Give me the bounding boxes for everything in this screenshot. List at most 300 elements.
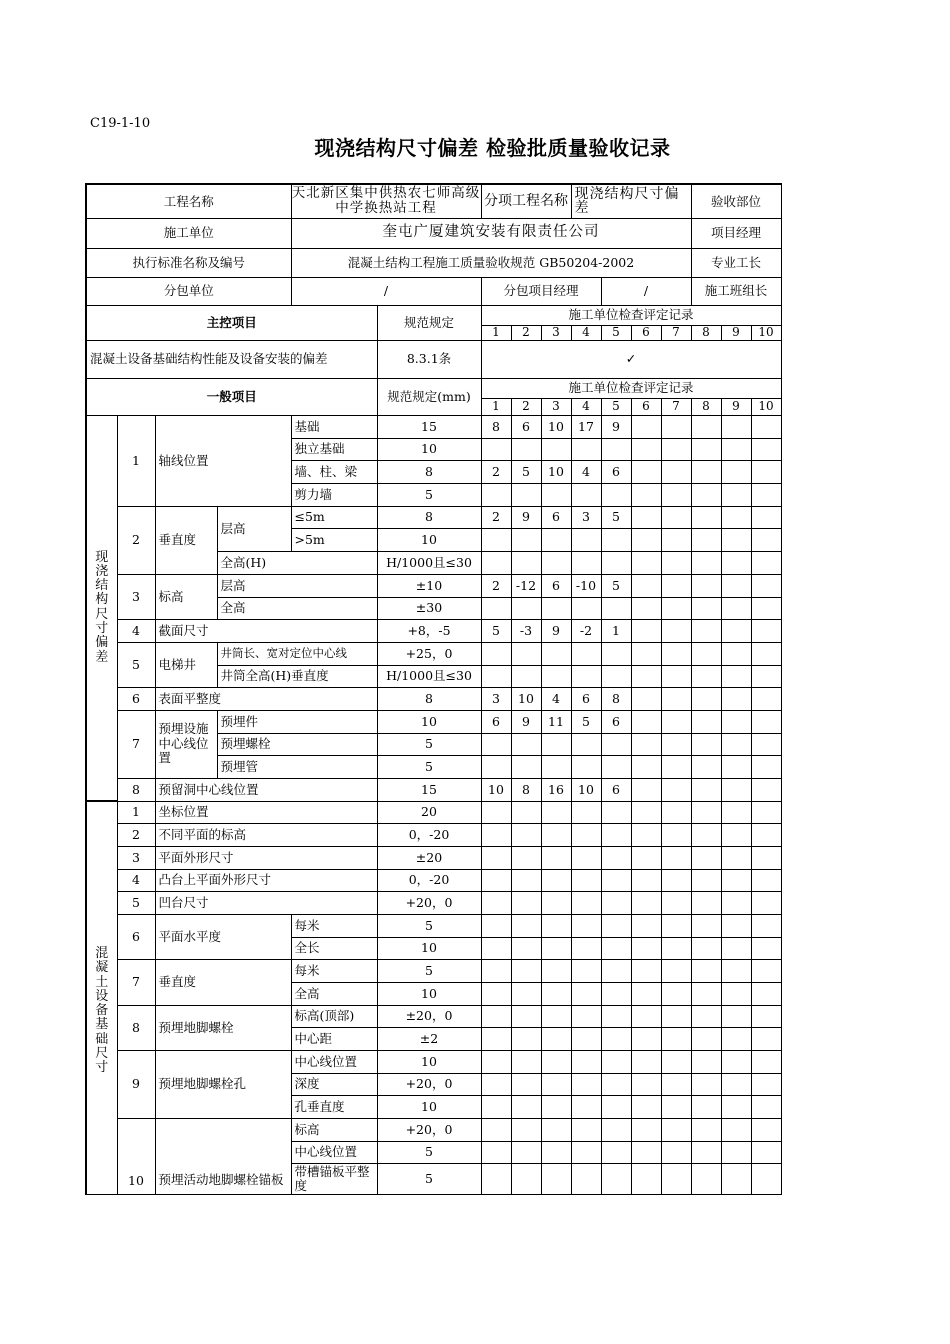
project-name: 天北新区集中供热农七师高级中学换热站工程 bbox=[291, 185, 481, 217]
item-name: 截面尺寸 bbox=[155, 619, 377, 642]
table-row bbox=[86, 506, 781, 528]
spec: H/1000且≤30 bbox=[377, 551, 481, 574]
record-value bbox=[571, 755, 601, 778]
record-value bbox=[691, 959, 721, 982]
record-value bbox=[541, 755, 571, 778]
project-name-label: 工程名称 bbox=[86, 184, 291, 218]
record-value bbox=[751, 778, 781, 801]
subcontractor-label: 分包单位 bbox=[86, 277, 291, 305]
record-value bbox=[511, 483, 541, 506]
item-number: 3 bbox=[117, 574, 155, 619]
record-value: 6 bbox=[601, 710, 631, 733]
record-value bbox=[631, 1163, 661, 1194]
record-value bbox=[601, 959, 631, 982]
record-value bbox=[751, 755, 781, 778]
record-value bbox=[721, 1050, 751, 1073]
record-value bbox=[601, 1027, 631, 1050]
spec: H/1000且≤30 bbox=[377, 665, 481, 687]
record-value bbox=[481, 1027, 511, 1050]
record-value: 6 bbox=[601, 778, 631, 801]
table-row bbox=[86, 710, 781, 733]
item-number: 8 bbox=[117, 1005, 155, 1050]
record-value bbox=[751, 619, 781, 642]
sub-item-label: 分项工程名称 bbox=[481, 184, 571, 218]
record-value bbox=[571, 642, 601, 665]
record-value bbox=[481, 846, 511, 869]
record-value bbox=[601, 869, 631, 891]
record-col-number: 1 bbox=[481, 325, 511, 340]
record-value bbox=[751, 937, 781, 959]
record-value bbox=[691, 1073, 721, 1095]
table-row bbox=[86, 891, 781, 914]
record-value bbox=[631, 597, 661, 619]
record-value bbox=[511, 1005, 541, 1027]
record-value bbox=[481, 1163, 511, 1194]
record-value bbox=[751, 438, 781, 460]
spec: +8，-5 bbox=[377, 619, 481, 642]
record-value bbox=[631, 1073, 661, 1095]
record-value bbox=[511, 869, 541, 891]
record-value bbox=[751, 1141, 781, 1163]
sub-item: 每米 bbox=[291, 914, 377, 937]
record-value bbox=[631, 619, 661, 642]
record-value bbox=[601, 1141, 631, 1163]
record-value bbox=[601, 665, 631, 687]
record-value bbox=[571, 1027, 601, 1050]
record-value bbox=[721, 891, 751, 914]
record-col-number: 3 bbox=[541, 398, 571, 415]
record-value bbox=[661, 778, 691, 801]
record-value bbox=[541, 1118, 571, 1141]
record-value bbox=[541, 665, 571, 687]
item-name: 预埋活动地脚螺栓锚板 bbox=[155, 1118, 291, 1194]
record-value: 5 bbox=[481, 619, 511, 642]
record-value bbox=[751, 1095, 781, 1118]
record-value bbox=[691, 1141, 721, 1163]
record-value bbox=[691, 597, 721, 619]
record-value bbox=[481, 438, 511, 460]
sub-item: 井筒长、宽对定位中心线 bbox=[217, 642, 377, 665]
team-leader-label: 施工班组长 bbox=[691, 277, 781, 305]
record-value bbox=[541, 869, 571, 891]
sub-manager-label: 分包项目经理 bbox=[481, 277, 601, 305]
record-value bbox=[721, 1073, 751, 1095]
record-col-number: 8 bbox=[691, 398, 721, 415]
record-value bbox=[511, 438, 541, 460]
record-col-number: 4 bbox=[571, 398, 601, 415]
record-value: 9 bbox=[511, 710, 541, 733]
record-value bbox=[541, 1027, 571, 1050]
sub-item: 全高 bbox=[217, 597, 377, 619]
record-value bbox=[721, 1163, 751, 1194]
record-value bbox=[751, 1073, 781, 1095]
record-value bbox=[751, 801, 781, 823]
record-value bbox=[631, 823, 661, 846]
construction-unit: 奎屯广厦建筑安装有限责任公司 bbox=[291, 218, 691, 248]
record-value bbox=[571, 869, 601, 891]
standard: 混凝土结构工程施工质量验收规范 GB50204-2002 bbox=[291, 248, 691, 277]
record-value bbox=[601, 483, 631, 506]
record-value: -10 bbox=[571, 574, 601, 597]
record-value bbox=[691, 733, 721, 755]
sub-item: 全长 bbox=[291, 937, 377, 959]
record-value bbox=[721, 959, 751, 982]
main-clause: 8.3.1条 bbox=[377, 340, 481, 378]
spec: +20，0 bbox=[377, 1118, 481, 1141]
record-value bbox=[511, 1141, 541, 1163]
item-number: 6 bbox=[117, 914, 155, 959]
record-value bbox=[721, 982, 751, 1005]
record-value bbox=[631, 755, 661, 778]
record-value bbox=[721, 1141, 751, 1163]
record-value bbox=[661, 687, 691, 710]
record-value bbox=[631, 846, 661, 869]
record-value bbox=[661, 914, 691, 937]
record-value bbox=[721, 914, 751, 937]
item-number: 3 bbox=[117, 846, 155, 869]
record-value bbox=[541, 1005, 571, 1027]
record-col-number: 2 bbox=[511, 325, 541, 340]
record-value bbox=[511, 597, 541, 619]
record-value bbox=[751, 460, 781, 483]
record-value bbox=[571, 801, 601, 823]
record-value bbox=[751, 665, 781, 687]
record-value bbox=[481, 1050, 511, 1073]
item-number: 2 bbox=[117, 823, 155, 846]
record-value bbox=[661, 1005, 691, 1027]
spec: ±20，0 bbox=[377, 1005, 481, 1027]
record-value bbox=[541, 937, 571, 959]
record-value bbox=[571, 665, 601, 687]
record-value bbox=[601, 755, 631, 778]
record-value bbox=[661, 483, 691, 506]
item-name: 平面水平度 bbox=[155, 914, 291, 959]
item-number: 4 bbox=[117, 869, 155, 891]
sub-item: 基础 bbox=[291, 415, 377, 438]
sub-item: >5m bbox=[291, 528, 377, 551]
table-row bbox=[86, 846, 781, 869]
spec: +20，0 bbox=[377, 891, 481, 914]
record-value bbox=[541, 733, 571, 755]
record-value bbox=[601, 1095, 631, 1118]
table-row bbox=[86, 959, 781, 982]
sub-item: 预埋螺栓 bbox=[217, 733, 377, 755]
record-value bbox=[511, 959, 541, 982]
item-number: 9 bbox=[117, 1050, 155, 1118]
record-value bbox=[721, 846, 751, 869]
record-value bbox=[751, 914, 781, 937]
record-value bbox=[631, 483, 661, 506]
record-value bbox=[541, 1095, 571, 1118]
record-value bbox=[691, 528, 721, 551]
table-row bbox=[86, 823, 781, 846]
record-value bbox=[541, 982, 571, 1005]
record-value bbox=[601, 982, 631, 1005]
spec: 8 bbox=[377, 506, 481, 528]
sub-item: 层高 bbox=[217, 574, 377, 597]
record-value bbox=[601, 801, 631, 823]
record-value bbox=[661, 959, 691, 982]
record-value bbox=[721, 551, 751, 574]
record-value bbox=[661, 1073, 691, 1095]
sub-item: 孔垂直度 bbox=[291, 1095, 377, 1118]
record-value bbox=[511, 755, 541, 778]
record-value bbox=[541, 528, 571, 551]
record-value bbox=[631, 506, 661, 528]
spec: 8 bbox=[377, 460, 481, 483]
spec: ±20 bbox=[377, 846, 481, 869]
record-value bbox=[601, 1073, 631, 1095]
record-value bbox=[481, 1073, 511, 1095]
record-col-number: 10 bbox=[751, 398, 781, 415]
record-value bbox=[691, 1163, 721, 1194]
item-name: 预埋地脚螺栓 bbox=[155, 1005, 291, 1050]
record-value bbox=[631, 574, 661, 597]
record-value bbox=[691, 869, 721, 891]
record-value bbox=[661, 1027, 691, 1050]
record-value: 9 bbox=[511, 506, 541, 528]
record-value bbox=[541, 483, 571, 506]
record-value bbox=[661, 982, 691, 1005]
spec: ±2 bbox=[377, 1027, 481, 1050]
sub-item: 独立基础 bbox=[291, 438, 377, 460]
record-value bbox=[631, 891, 661, 914]
record-value: 6 bbox=[541, 574, 571, 597]
record-value bbox=[571, 959, 601, 982]
record-value bbox=[751, 733, 781, 755]
spec: ±30 bbox=[377, 597, 481, 619]
record-value bbox=[661, 506, 691, 528]
item-name: 凹台尺寸 bbox=[155, 891, 377, 914]
record-value bbox=[691, 801, 721, 823]
spec: 5 bbox=[377, 914, 481, 937]
record-value bbox=[661, 1095, 691, 1118]
record-value: 10 bbox=[541, 415, 571, 438]
record-value: 2 bbox=[481, 506, 511, 528]
record-value bbox=[601, 733, 631, 755]
item-number: 6 bbox=[117, 687, 155, 710]
record-value bbox=[481, 869, 511, 891]
record-value bbox=[631, 937, 661, 959]
record-value bbox=[601, 551, 631, 574]
construction-unit-label: 施工单位 bbox=[86, 218, 291, 248]
record-value bbox=[541, 551, 571, 574]
record-value bbox=[691, 687, 721, 710]
record-value bbox=[721, 1005, 751, 1027]
record-value bbox=[631, 733, 661, 755]
record-value bbox=[571, 551, 601, 574]
record-value: 6 bbox=[601, 460, 631, 483]
record-value bbox=[481, 528, 511, 551]
acceptance-part-label: 验收部位 bbox=[691, 184, 781, 218]
record-value bbox=[661, 460, 691, 483]
record-value bbox=[751, 823, 781, 846]
record-value bbox=[721, 869, 751, 891]
record-value bbox=[541, 846, 571, 869]
record-value bbox=[721, 597, 751, 619]
record-value bbox=[661, 665, 691, 687]
general-spec-label: 规范规定(mm) bbox=[377, 378, 481, 415]
record-value: 1 bbox=[601, 619, 631, 642]
record-value bbox=[601, 1005, 631, 1027]
record-value bbox=[751, 574, 781, 597]
record-value bbox=[661, 642, 691, 665]
record-value bbox=[481, 937, 511, 959]
table-row bbox=[86, 914, 781, 937]
record-value bbox=[541, 597, 571, 619]
record-value: -12 bbox=[511, 574, 541, 597]
item-name: 凸台上平面外形尺寸 bbox=[155, 869, 377, 891]
record-value bbox=[601, 891, 631, 914]
record-value bbox=[631, 982, 661, 1005]
item-name: 垂直度 bbox=[155, 506, 217, 574]
record-value: -2 bbox=[571, 619, 601, 642]
record-value bbox=[481, 801, 511, 823]
record-value bbox=[511, 1118, 541, 1141]
record-value bbox=[601, 438, 631, 460]
table-row bbox=[86, 1118, 781, 1141]
record-value bbox=[511, 982, 541, 1005]
record-value bbox=[481, 982, 511, 1005]
project-manager-label: 项目经理 bbox=[691, 218, 781, 248]
record-value bbox=[721, 574, 751, 597]
sub-item: 剪力墙 bbox=[291, 483, 377, 506]
sub-item: 带槽锚板平整度 bbox=[291, 1163, 377, 1194]
record-value: 5 bbox=[571, 710, 601, 733]
record-value bbox=[601, 846, 631, 869]
sub-item: 现浇结构尺寸偏差 bbox=[571, 184, 691, 218]
header-row-unit bbox=[86, 218, 781, 248]
record-value bbox=[511, 801, 541, 823]
record-value bbox=[541, 823, 571, 846]
record-value: 8 bbox=[511, 778, 541, 801]
record-value bbox=[661, 937, 691, 959]
table-row bbox=[86, 1005, 781, 1027]
record-value bbox=[691, 415, 721, 438]
record-value bbox=[691, 914, 721, 937]
sub-item: 中心线位置 bbox=[291, 1050, 377, 1073]
record-value bbox=[631, 778, 661, 801]
record-value: 6 bbox=[481, 710, 511, 733]
spec: 10 bbox=[377, 1095, 481, 1118]
record-value: 17 bbox=[571, 415, 601, 438]
spec: ±10 bbox=[377, 574, 481, 597]
record-value: 6 bbox=[541, 506, 571, 528]
record-value bbox=[601, 937, 631, 959]
record-value: 6 bbox=[571, 687, 601, 710]
record-value bbox=[571, 823, 601, 846]
record-col-number: 3 bbox=[541, 325, 571, 340]
record-col-number: 1 bbox=[481, 398, 511, 415]
spec: 5 bbox=[377, 483, 481, 506]
record-value bbox=[481, 959, 511, 982]
record-value bbox=[721, 823, 751, 846]
sub-item: 全高 bbox=[291, 982, 377, 1005]
record-value bbox=[661, 1050, 691, 1073]
standard-label: 执行标准名称及编号 bbox=[86, 248, 291, 277]
record-value bbox=[721, 483, 751, 506]
record-value bbox=[691, 755, 721, 778]
record-value bbox=[571, 982, 601, 1005]
record-value bbox=[661, 1163, 691, 1194]
record-value bbox=[631, 1005, 661, 1027]
item-name: 轴线位置 bbox=[155, 415, 291, 506]
foreman-label: 专业工长 bbox=[691, 248, 781, 277]
record-value bbox=[571, 914, 601, 937]
record-value bbox=[601, 528, 631, 551]
record-value: 5 bbox=[601, 574, 631, 597]
record-value: 2 bbox=[481, 574, 511, 597]
main-item: 混凝土设备基础结构性能及设备安装的偏差 bbox=[86, 340, 377, 378]
record-value bbox=[631, 914, 661, 937]
record-value bbox=[661, 733, 691, 755]
record-value bbox=[571, 1095, 601, 1118]
record-value bbox=[481, 597, 511, 619]
record-col-number: 5 bbox=[601, 325, 631, 340]
record-value: 9 bbox=[601, 415, 631, 438]
record-value bbox=[511, 551, 541, 574]
spec: 10 bbox=[377, 937, 481, 959]
record-value bbox=[691, 891, 721, 914]
table-row bbox=[86, 869, 781, 891]
record-value: 10 bbox=[571, 778, 601, 801]
record-value bbox=[601, 1118, 631, 1141]
spec: 15 bbox=[377, 415, 481, 438]
record-value bbox=[511, 528, 541, 551]
record-value bbox=[751, 710, 781, 733]
record-value bbox=[631, 710, 661, 733]
record-value bbox=[721, 415, 751, 438]
spec: 5 bbox=[377, 733, 481, 755]
item-number: 2 bbox=[117, 506, 155, 574]
record-value bbox=[541, 1073, 571, 1095]
header-row-standard bbox=[86, 248, 781, 277]
record-value bbox=[481, 823, 511, 846]
record-value: 2 bbox=[481, 460, 511, 483]
record-value bbox=[481, 1141, 511, 1163]
spec: 5 bbox=[377, 959, 481, 982]
record-value bbox=[721, 528, 751, 551]
record-value bbox=[691, 665, 721, 687]
record-value bbox=[661, 801, 691, 823]
record-value bbox=[631, 1050, 661, 1073]
section2-label: 混 凝 土 设 备 基 础 尺 寸 bbox=[86, 801, 117, 1194]
record-value bbox=[481, 665, 511, 687]
record-value bbox=[481, 733, 511, 755]
item-number: 10 bbox=[117, 1118, 155, 1194]
record-col-number: 4 bbox=[571, 325, 601, 340]
record-value bbox=[691, 438, 721, 460]
record-value bbox=[511, 642, 541, 665]
spec: 10 bbox=[377, 982, 481, 1005]
record-value bbox=[751, 483, 781, 506]
record-col-number: 9 bbox=[721, 398, 751, 415]
record-value bbox=[511, 1050, 541, 1073]
spec: 0，-20 bbox=[377, 869, 481, 891]
spec: 0，-20 bbox=[377, 823, 481, 846]
record-value bbox=[511, 1073, 541, 1095]
record-value bbox=[541, 914, 571, 937]
subcontractor: / bbox=[291, 277, 481, 305]
inspection-table bbox=[85, 183, 782, 1195]
record-value bbox=[661, 846, 691, 869]
record-value bbox=[571, 846, 601, 869]
spec: 10 bbox=[377, 438, 481, 460]
record-value bbox=[721, 937, 751, 959]
sub-item: 深度 bbox=[291, 1073, 377, 1095]
record-value bbox=[631, 801, 661, 823]
record-value bbox=[691, 778, 721, 801]
